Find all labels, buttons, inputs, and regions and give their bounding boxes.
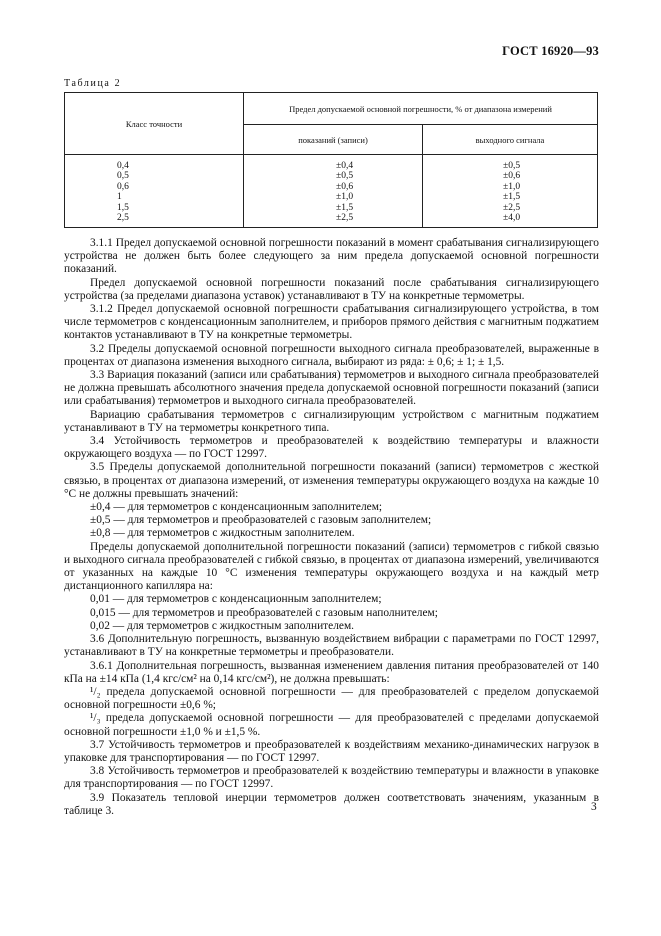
paragraph-3-6-1: 3.6.1 Дополнительная погрешность, вызванная изменением давления питания преобразователей от 140 кПа на ±14 кПа (1,4 кгс/см² на 0,14 кгс/см²), не должна превышать: xyxy=(64,659,599,685)
paragraph: Пределы допускаемой дополнительной погрешности показаний (записи) термометров с гибкой связью и выходного сигнала преобразователей с гибкой связью, в процентах от диапазона измерений, увеличиваются от указанных на каждые 10 °С изменения температуры окружающего воздуха и на каждый метр дистанционного капилляра на: xyxy=(64,540,599,593)
cell-class: 1 xyxy=(65,192,244,202)
paragraph-3-2: 3.2 Пределы допускаемой основной погрешности выходного сигнала преобразователей, выраженные в процентах от диапазона изменения выходного сигнала, выбирают из ряда: ± 0,6; ± 1; ± 1,5. xyxy=(64,342,599,368)
cell-output: ±2,5 xyxy=(423,203,598,213)
table-caption: Таблица 2 xyxy=(64,78,122,89)
paragraph-3-1-2: 3.1.2 Предел допускаемой основной погрешности срабатывания сигнализирующего устройства, в том числе термометров с конденсационным заполнителем, и приборов прямого действия с магнитным поджатием контактов устанавливают в ТУ на конкретные термометры. xyxy=(64,303,599,342)
cell-class: 0,5 xyxy=(65,171,244,181)
cell-readings: ±1,0 xyxy=(244,192,423,202)
cell-class: 0,6 xyxy=(65,182,244,192)
list-item: 0,01 — для термометров с конденсационным заполнителем; xyxy=(90,593,382,606)
list-item: ±0,4 — для термометров с конденсационным заполнителем; xyxy=(90,501,383,514)
cell-output: ±1,0 xyxy=(423,182,598,192)
cell-readings: ±0,5 xyxy=(244,171,423,181)
col-header-class: Класс точности xyxy=(65,93,244,155)
col-header-readings: показаний (записи) xyxy=(244,125,423,155)
table-row xyxy=(65,192,598,202)
document-header: ГОСТ 16920—93 xyxy=(502,44,599,58)
paragraph-3-5: 3.5 Пределы допускаемой дополнительной погрешности показаний (записи) термометров с жесткой связью, в процентах от диапазона измерений, от изменения температуры окружающего воздуха на каждые 10 °С не должны превышать значений: xyxy=(64,461,599,500)
list-item: 0,02 — для термометров с жидкостным заполнителем. xyxy=(90,619,355,632)
list-item: 0,015 — для термометров и преобразователей с газовым наполнителем; xyxy=(90,606,438,619)
paragraph-3-8: 3.8 Устойчивость термометров и преобразователей к воздействию температуры и влажности в упаковке для транспортирования — по ГОСТ 12997. xyxy=(64,765,599,791)
paragraph-3-4: 3.4 Устойчивость термометров и преобразователей к воздействию температуры и влажности окружающего воздуха — по ГОСТ 12997. xyxy=(64,435,599,461)
cell-output: ±4,0 xyxy=(423,213,598,228)
paragraph: Вариацию срабатывания термометров с сигнализирующим устройством с магнитным поджатием устанавливают в ТУ на термометры конкретного типа. xyxy=(64,408,599,434)
table-row xyxy=(65,213,598,228)
cell-output: ±1,5 xyxy=(423,192,598,202)
accuracy-table xyxy=(64,92,598,228)
table-row xyxy=(65,171,598,181)
paragraph-3-7: 3.7 Устойчивость термометров и преобразователей к воздействиям механико-динамических нагрузок в упаковке для транспортирования — по ГОСТ 12997. xyxy=(64,738,599,764)
body-text xyxy=(64,237,599,818)
cell-readings: ±0,6 xyxy=(244,182,423,192)
cell-class: 1,5 xyxy=(65,203,244,213)
list-item: ¹/₃ предела допускаемой основной погрешности — для преобразователей с пределами допускаемой основной погрешности ±1,0 % и ±1,5 %. xyxy=(64,712,599,738)
paragraph-3-3: 3.3 Вариация показаний (записи или срабатывания) термометров и выходного сигнала преобразователей не должна превышать абсолютного значения предела допускаемой основной погрешности показаний (записи или срабатывания) термометров и выходного сигнала преобразователей. xyxy=(64,369,599,408)
paragraph-3-9: 3.9 Показатель тепловой инерции термометров должен соответствовать значениям, указанным в таблице 3. xyxy=(64,791,599,817)
paragraph-3-6: 3.6 Дополнительную погрешность, вызванную воздействием вибрации с параметрами по ГОСТ 12997, устанавливают в ТУ на конкретные термометры и преобразователи. xyxy=(64,633,599,659)
list-item: ¹/₂ предела допускаемой основной погрешности — для преобразователей с пределом допускаемой основной погрешности ±0,6 %; xyxy=(64,685,599,712)
table-row xyxy=(65,182,598,192)
col-header-output: выходного сигнала xyxy=(423,125,598,155)
cell-class: 0,4 xyxy=(65,155,244,172)
cell-output: ±0,5 xyxy=(423,155,598,172)
cell-readings: ±2,5 xyxy=(244,213,423,228)
paragraph-3-1-1: 3.1.1 Предел допускаемой основной погрешности показаний в момент срабатывания сигнализирующего устройства не должен быть более следующего за ним предела допускаемой основной погрешности показаний. xyxy=(64,237,599,276)
list-item: ±0,5 — для термометров и преобразователей с газовым заполнителем; xyxy=(90,514,432,527)
cell-readings: ±0,4 xyxy=(244,155,423,172)
table-row xyxy=(65,155,598,172)
page-number: 3 xyxy=(591,801,597,813)
table-row xyxy=(65,203,598,213)
paragraph: Предел допускаемой основной погрешности показаний после срабатывания сигнализирующего устройства (за пределами диапазона уставок) устанавливают в ТУ на конкретные термометры. xyxy=(64,276,599,302)
col-header-group: Предел допускаемой основной погрешности, % от диапазона измерений xyxy=(244,93,598,125)
cell-readings: ±1,5 xyxy=(244,203,423,213)
cell-output: ±0,6 xyxy=(423,171,598,181)
list-item: ±0,8 — для термометров с жидкостным заполнителем. xyxy=(90,527,355,540)
cell-class: 2,5 xyxy=(65,213,244,228)
